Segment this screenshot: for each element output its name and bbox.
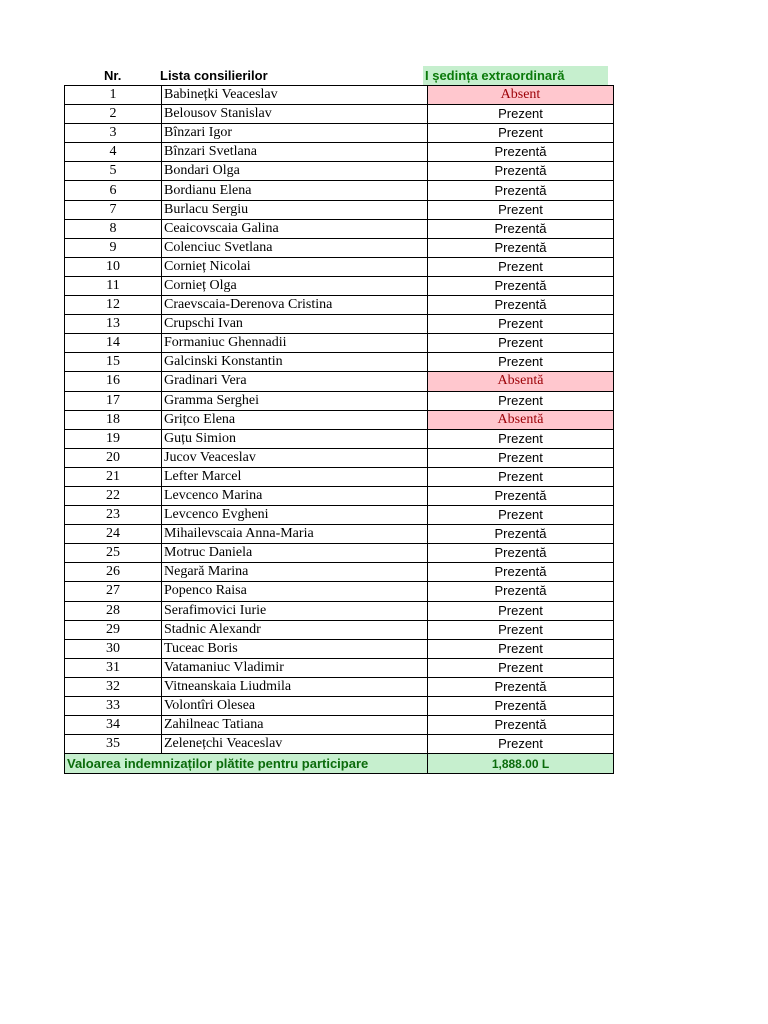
councillor-name: Zelenețchi Veaceslav <box>162 735 428 754</box>
table-row <box>65 735 614 754</box>
table-row <box>65 296 614 315</box>
table-row <box>65 506 614 525</box>
table-row <box>65 525 614 544</box>
row-number: 15 <box>65 353 162 372</box>
councillor-name: Galcinski Konstantin <box>162 353 428 372</box>
attendance-status: Prezent <box>428 448 614 467</box>
attendance-status: Absent <box>428 86 614 105</box>
table-row <box>65 486 614 505</box>
table-row <box>65 677 614 696</box>
row-number: 12 <box>65 296 162 315</box>
attendance-status: Prezent <box>428 506 614 525</box>
table-row <box>65 697 614 716</box>
attendance-status: Prezent <box>428 105 614 124</box>
table-row <box>65 257 614 276</box>
table-row <box>65 544 614 563</box>
councillor-name: Lefter Marcel <box>162 467 428 486</box>
total-value: 1,888.00 L <box>428 754 614 774</box>
councillor-name: Bordianu Elena <box>162 181 428 200</box>
councillor-name: Gradinari Vera <box>162 372 428 391</box>
table-row <box>65 105 614 124</box>
councillor-name: Cornieț Nicolai <box>162 257 428 276</box>
attendance-status: Prezent <box>428 257 614 276</box>
table-row <box>65 372 614 391</box>
table-row <box>65 467 614 486</box>
attendance-status: Prezentă <box>428 181 614 200</box>
table-row <box>65 639 614 658</box>
table-row <box>65 429 614 448</box>
row-number: 20 <box>65 448 162 467</box>
councillor-name: Guțu Simion <box>162 429 428 448</box>
councillor-name: Stadnic Alexandr <box>162 620 428 639</box>
attendance-status: Absentă <box>428 410 614 429</box>
attendance-status: Prezentă <box>428 582 614 601</box>
table-row <box>65 391 614 410</box>
councillor-name: Bînzari Igor <box>162 124 428 143</box>
councillor-name: Jucov Veaceslav <box>162 448 428 467</box>
councillor-name: Zahilneac Tatiana <box>162 716 428 735</box>
attendance-status: Prezentă <box>428 143 614 162</box>
attendance-table <box>64 85 614 774</box>
councillor-name: Babinețki Veaceslav <box>162 86 428 105</box>
attendance-status: Prezent <box>428 429 614 448</box>
row-number: 22 <box>65 486 162 505</box>
table-row <box>65 315 614 334</box>
table-row <box>65 448 614 467</box>
attendance-status: Prezent <box>428 200 614 219</box>
table-row <box>65 124 614 143</box>
table-row <box>65 620 614 639</box>
row-number: 2 <box>65 105 162 124</box>
attendance-status: Prezent <box>428 391 614 410</box>
table-row <box>65 143 614 162</box>
attendance-status: Prezentă <box>428 697 614 716</box>
table-row <box>65 353 614 372</box>
row-number: 1 <box>65 86 162 105</box>
councillor-name: Mihailevscaia Anna-Maria <box>162 525 428 544</box>
table-row <box>65 716 614 735</box>
table-body <box>65 86 614 754</box>
attendance-sheet <box>64 66 608 774</box>
row-number: 23 <box>65 506 162 525</box>
total-row <box>65 754 614 774</box>
row-number: 30 <box>65 639 162 658</box>
attendance-status: Prezent <box>428 334 614 353</box>
attendance-status: Prezentă <box>428 296 614 315</box>
councillor-name: Belousov Stanislav <box>162 105 428 124</box>
attendance-status: Prezent <box>428 620 614 639</box>
attendance-status: Prezentă <box>428 525 614 544</box>
councillor-name: Grițco Elena <box>162 410 428 429</box>
header-nr: Nr. <box>104 68 122 83</box>
attendance-status: Prezent <box>428 601 614 620</box>
attendance-status: Prezentă <box>428 563 614 582</box>
row-number: 19 <box>65 429 162 448</box>
row-number: 13 <box>65 315 162 334</box>
header-name: Lista consilierilor <box>160 68 268 83</box>
councillor-name: Ceaicovscaia Galina <box>162 219 428 238</box>
row-number: 11 <box>65 276 162 295</box>
row-number: 16 <box>65 372 162 391</box>
attendance-status: Prezent <box>428 315 614 334</box>
header-session: I ședința extraordinară <box>423 66 608 85</box>
table-row <box>65 181 614 200</box>
attendance-status: Prezent <box>428 353 614 372</box>
attendance-status: Prezentă <box>428 162 614 181</box>
attendance-status: Prezent <box>428 639 614 658</box>
row-number: 7 <box>65 200 162 219</box>
row-number: 31 <box>65 658 162 677</box>
table-row <box>65 334 614 353</box>
row-number: 8 <box>65 219 162 238</box>
row-number: 29 <box>65 620 162 639</box>
attendance-status: Prezent <box>428 658 614 677</box>
councillor-name: Motruc Daniela <box>162 544 428 563</box>
councillor-name: Craevscaia-Derenova Cristina <box>162 296 428 315</box>
councillor-name: Colenciuc Svetlana <box>162 238 428 257</box>
table-row <box>65 86 614 105</box>
attendance-status: Prezentă <box>428 238 614 257</box>
councillor-name: Vitneanskaia Liudmila <box>162 677 428 696</box>
councillor-name: Crupschi Ivan <box>162 315 428 334</box>
row-number: 32 <box>65 677 162 696</box>
councillor-name: Cornieț Olga <box>162 276 428 295</box>
attendance-status: Prezentă <box>428 276 614 295</box>
councillor-name: Serafimovici Iurie <box>162 601 428 620</box>
councillor-name: Tuceac Boris <box>162 639 428 658</box>
table-row <box>65 238 614 257</box>
table-row <box>65 200 614 219</box>
councillor-name: Volontîri Olesea <box>162 697 428 716</box>
row-number: 24 <box>65 525 162 544</box>
row-number: 27 <box>65 582 162 601</box>
attendance-status: Prezentă <box>428 486 614 505</box>
attendance-status: Prezentă <box>428 677 614 696</box>
row-number: 4 <box>65 143 162 162</box>
row-number: 9 <box>65 238 162 257</box>
header-row <box>64 66 608 85</box>
councillor-name: Levcenco Evgheni <box>162 506 428 525</box>
row-number: 14 <box>65 334 162 353</box>
row-number: 28 <box>65 601 162 620</box>
councillor-name: Bondari Olga <box>162 162 428 181</box>
table-row <box>65 410 614 429</box>
row-number: 35 <box>65 735 162 754</box>
row-number: 33 <box>65 697 162 716</box>
table-row <box>65 276 614 295</box>
councillor-name: Burlacu Sergiu <box>162 200 428 219</box>
row-number: 34 <box>65 716 162 735</box>
councillor-name: Negară Marina <box>162 563 428 582</box>
attendance-status: Absentă <box>428 372 614 391</box>
attendance-status: Prezentă <box>428 544 614 563</box>
attendance-status: Prezent <box>428 735 614 754</box>
table-row <box>65 582 614 601</box>
attendance-status: Prezentă <box>428 716 614 735</box>
row-number: 3 <box>65 124 162 143</box>
row-number: 17 <box>65 391 162 410</box>
table-row <box>65 601 614 620</box>
councillor-name: Formaniuc Ghennadii <box>162 334 428 353</box>
attendance-status: Prezent <box>428 124 614 143</box>
row-number: 5 <box>65 162 162 181</box>
councillor-name: Levcenco Marina <box>162 486 428 505</box>
row-number: 21 <box>65 467 162 486</box>
row-number: 25 <box>65 544 162 563</box>
councillor-name: Bînzari Svetlana <box>162 143 428 162</box>
table-row <box>65 563 614 582</box>
row-number: 26 <box>65 563 162 582</box>
table-row <box>65 162 614 181</box>
table-row <box>65 219 614 238</box>
attendance-status: Prezentă <box>428 219 614 238</box>
councillor-name: Popenco Raisa <box>162 582 428 601</box>
row-number: 18 <box>65 410 162 429</box>
councillor-name: Vatamaniuc Vladimir <box>162 658 428 677</box>
attendance-status: Prezent <box>428 467 614 486</box>
row-number: 6 <box>65 181 162 200</box>
total-label: Valoarea indemnizaților plătite pentru participare <box>65 754 428 774</box>
table-row <box>65 658 614 677</box>
row-number: 10 <box>65 257 162 276</box>
councillor-name: Gramma Serghei <box>162 391 428 410</box>
